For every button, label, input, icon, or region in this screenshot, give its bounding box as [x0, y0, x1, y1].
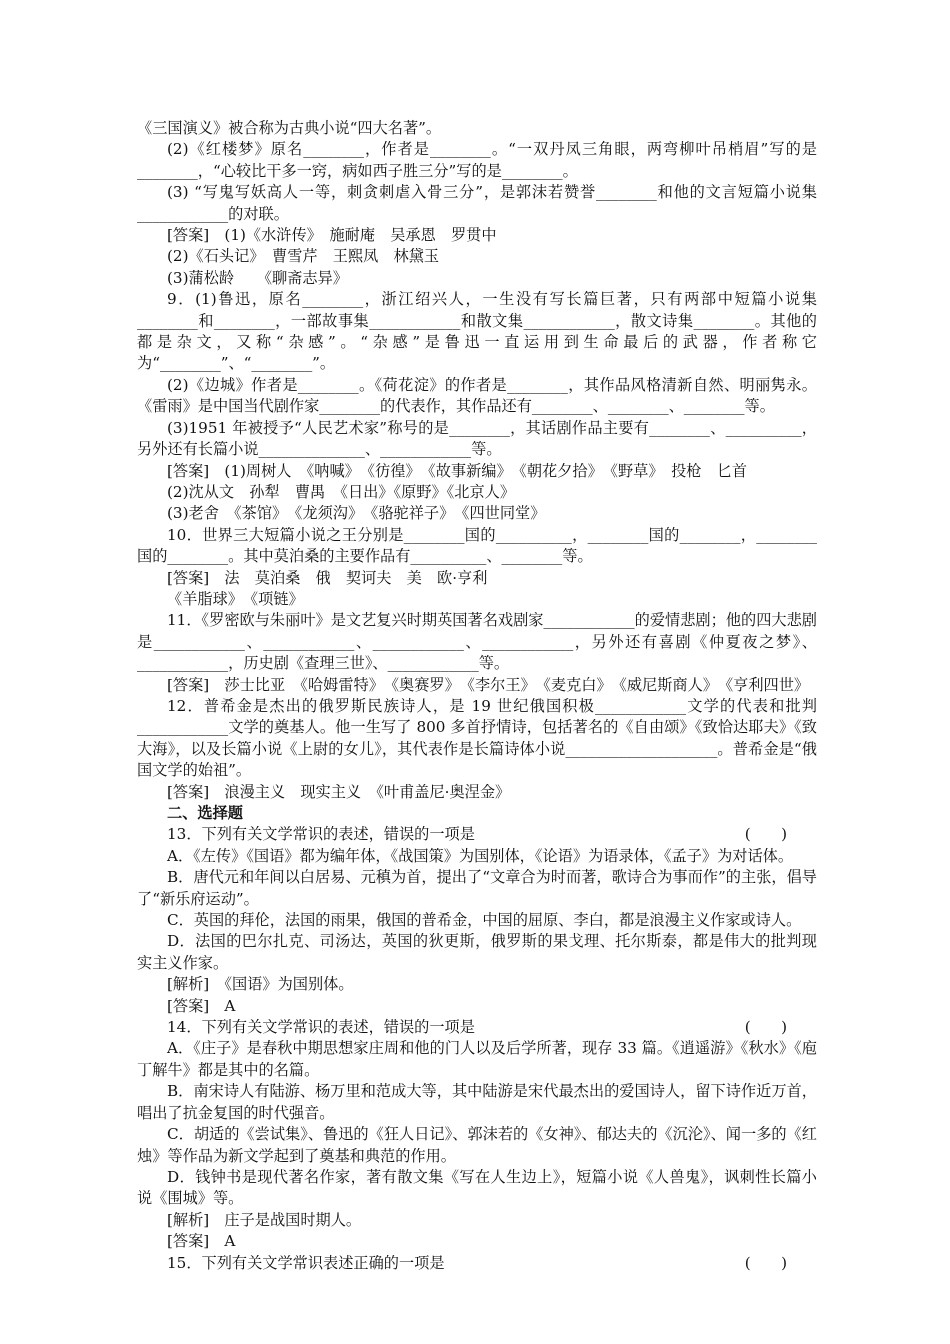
- line-text: 二、选择题: [167, 804, 243, 822]
- line-text: 11．《罗密欧与朱丽叶》是文艺复兴时期英国著名戏剧家____________的爱情悲剧；他的四大悲剧是____________、____________、____________、____________，另外还有喜剧《仲夏夜之梦》、____________，历史剧《查理三世》、____________等。: [137, 611, 817, 673]
- line-text: [解析] 《国语》为国别体。: [167, 975, 354, 994]
- answer-line: [137, 482, 817, 503]
- answer-line: [137, 568, 817, 589]
- paragraph: [137, 418, 817, 461]
- line-text: (2)《边城》作者是________。《荷花淀》的作者是________，其作品风格清新自然、明丽隽永。《雷雨》是中国当代剧作家________的代表作，其作品还有________、________、________等。: [137, 375, 817, 416]
- answer-line: [137, 974, 817, 995]
- paragraph: [137, 846, 817, 867]
- paragraph: [137, 610, 817, 674]
- line-text: [解析] 庄子是战国时期人。: [167, 1210, 362, 1229]
- line-text: 《三国演义》被合称为古典小说“四大名著”。: [137, 119, 442, 137]
- line-text: (3)蒲松龄 《聊斋志异》: [167, 268, 348, 287]
- answer-line: [137, 996, 817, 1017]
- line-text: [答案] (1)《水浒传》 施耐庵 吴承恩 罗贯中: [167, 226, 497, 245]
- paragraph: [137, 1167, 817, 1210]
- paragraph: [137, 118, 817, 139]
- line-text: 14．下列有关文学常识的表述，错误的一项是: [167, 1018, 475, 1037]
- answer-line: [137, 268, 817, 289]
- line-text: 10．世界三大短篇小说之王分别是________国的__________，________国的________，________国的________。其中莫泊桑的主要作品有__________、________等。: [137, 525, 817, 566]
- paragraph: [137, 1038, 817, 1081]
- paragraph: [137, 375, 817, 418]
- line-text: 《羊脂球》 《项链》: [167, 589, 304, 608]
- paragraph: [137, 1081, 817, 1124]
- paragraph: [137, 910, 817, 931]
- line-text: 12．普希金是杰出的俄罗斯民族诗人，是 19 世纪俄国积极____________文学的代表和批判____________文学的奠基人。他一生写了 800 多首抒情诗，包括著名的《自由颂》《致恰达耶夫》《致大海》，以及长篇小说《上尉的女儿》，其代表作是长篇诗体小说____________________。普希金是“俄国文学的始祖”。: [137, 696, 817, 780]
- answer-bracket: ( ): [744, 825, 787, 844]
- answer-line: [137, 675, 817, 696]
- paragraph: [137, 867, 817, 910]
- line-text: [答案] 法 莫泊桑 俄 契诃夫 美 欧·亨利: [167, 568, 488, 587]
- line-text: 15．下列有关文学常识表述正确的一项是: [167, 1253, 445, 1272]
- paragraph: [137, 182, 817, 225]
- line-text: (3)1951 年被授予“人民艺术家”称号的是________，其话剧作品主要有________、__________，另外还有长篇小说______________、____________等。: [137, 418, 817, 459]
- line-text: (3)老舍 《茶馆》 《龙须沟》 《骆驼祥子》 《四世同堂》: [167, 504, 546, 523]
- line-text: [答案] (1)周树人 《呐喊》 《彷徨》 《故事新编》 《朝花夕拾》 《野草》 投枪 匕首: [167, 461, 748, 480]
- answer-line: [137, 246, 817, 267]
- line-text: B．南宋诗人有陆游、杨万里和范成大等，其中陆游是宋代最杰出的爱国诗人，留下诗作近万首，唱出了抗金复国的时代强音。: [137, 1082, 817, 1122]
- answer-line: [137, 589, 817, 610]
- line-text: (3) “写鬼写妖高人一等，刺贪刺虐入骨三分”，是郭沫若赞誉________和他的文言短篇小说集____________的对联。: [137, 183, 817, 223]
- line-text: D．钱钟书是现代著名作家，著有散文集《写在人生边上》，短篇小说《人兽鬼》，讽刺性长篇小说《围城》等。: [137, 1167, 817, 1208]
- paragraph: [137, 1124, 817, 1167]
- question-stem: [137, 824, 817, 845]
- line-text: B．唐代元和年间以白居易、元稹为首，提出了“文章合为时而著，歌诗合为事而作”的主张，倡导了“新乐府运动”。: [137, 868, 817, 908]
- line-text: C．英国的拜伦，法国的雨果，俄国的普希金，中国的屈原、李白，都是浪漫主义作家或诗人。: [167, 911, 802, 930]
- paragraph: [137, 289, 817, 375]
- line-text: D．法国的巴尔扎克、司汤达，英国的狄更斯，俄罗斯的果戈理、托尔斯泰，都是伟大的批判现实主义作家。: [137, 932, 817, 972]
- line-text: 9．(1)鲁迅，原名________，浙江绍兴人，一生没有写长篇巨著，只有两部中短篇小说集________和________，一部故事集____________和散文集____________，散文诗集________。其他的都是杂文，又称“杂感”。“杂感”是鲁迅一直运用到生命最后的武器，作者称它为“________”、“________”。: [137, 290, 817, 373]
- line-text: (2)《石头记》 曹雪芹 王熙凤 林黛玉: [167, 247, 440, 266]
- answer-line: [137, 782, 817, 803]
- paragraph: [137, 931, 817, 974]
- answer-bracket: ( ): [744, 1018, 787, 1037]
- line-text: A．《左传》《国语》都为编年体，《战国策》为国别体，《论语》为语录体，《孟子》为对话体。: [167, 846, 794, 865]
- section-heading: [137, 803, 817, 824]
- answer-line: [137, 503, 817, 524]
- question-stem: [137, 1017, 817, 1038]
- paragraph: [137, 696, 817, 782]
- line-text: (2)沈从文 孙犁 曹禺 《日出》《原野》《北京人》: [167, 482, 516, 501]
- answer-line: [137, 1210, 817, 1231]
- line-text: A．《庄子》是春秋中期思想家庄周和他的门人以及后学所著，现存 33 篇。《逍遥游》《秋水》《庖丁解牛》都是其中的名篇。: [137, 1039, 817, 1079]
- line-text: (2)《红楼梦》原名________，作者是________。“一双丹凤三角眼，两弯柳叶吊梢眉”写的是________，“心较比干多一窍，病如西子胜三分”写的是________。: [137, 140, 817, 180]
- line-text: [答案] A: [167, 996, 236, 1015]
- document-body: [137, 118, 817, 1274]
- answer-line: [137, 461, 817, 482]
- line-text: [答案] 莎士比亚 《哈姆雷特》 《奥赛罗》 《李尔王》 《麦克白》 《威尼斯商人》 《亨利四世》: [167, 675, 810, 694]
- line-text: 13．下列有关文学常识的表述，错误的一项是: [167, 825, 475, 844]
- answer-bracket: ( ): [744, 1253, 787, 1272]
- line-text: [答案] 浪漫主义 现实主义 《叶甫盖尼·奥涅金》: [167, 782, 511, 801]
- line-text: [答案] A: [167, 1232, 236, 1251]
- question-stem: [137, 1253, 817, 1274]
- answer-line: [137, 225, 817, 246]
- answer-line: [137, 1231, 817, 1252]
- paragraph: [137, 139, 817, 182]
- paragraph: [137, 525, 817, 568]
- line-text: C．胡适的《尝试集》、鲁迅的《狂人日记》、郭沫若的《女神》、郁达夫的《沉沦》、闻一多的《红烛》等作品为新文学起到了奠基和典范的作用。: [137, 1125, 817, 1165]
